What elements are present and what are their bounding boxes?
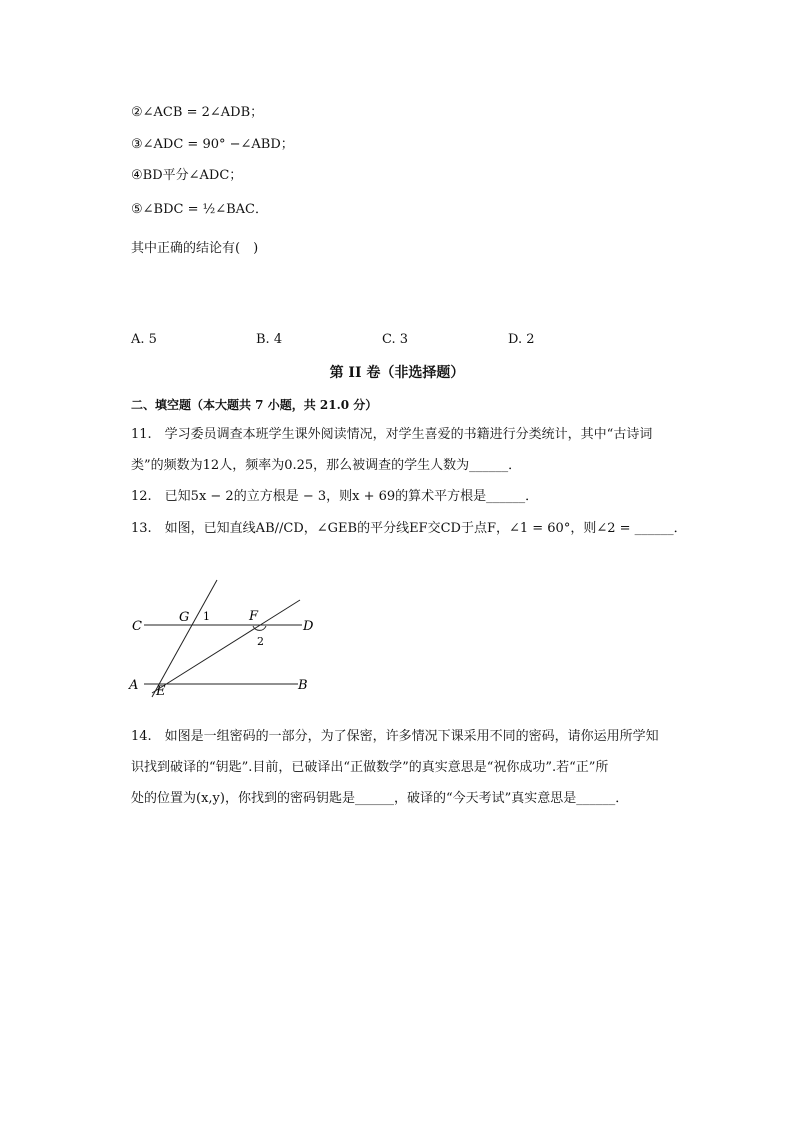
- question-11-line-2: 类”的频数为12人，频率为0.25，那么被调查的学生人数为______．: [131, 458, 522, 473]
- conclusion-4: ④BD平分∠ADC；: [131, 168, 243, 183]
- part-title: 第 II 卷（非选择题）: [329, 365, 465, 381]
- option-c: C. 3: [382, 332, 409, 347]
- label-f: F: [249, 609, 259, 624]
- label-e: E: [156, 684, 166, 699]
- label-d: D: [303, 619, 314, 634]
- label-2: 2: [257, 635, 264, 648]
- question-13: 13. 如图，已知直线AB//CD，∠GEB的平分线EF交CD于点F，∠1 = 60°，则∠2 = ______．: [131, 521, 687, 536]
- label-b: B: [298, 678, 308, 693]
- conclusion-5: ⑤∠BDC = ½∠BAC．: [131, 202, 269, 217]
- line-eg: [152, 580, 217, 697]
- option-d: D. 2: [508, 332, 535, 347]
- question-12: 12. 已知5x − 2的立方根是 − 3，则x + 69的算术平方根是______．: [131, 489, 539, 504]
- option-b: B. 4: [256, 332, 283, 347]
- label-g: G: [179, 610, 190, 625]
- line-ef: [152, 600, 300, 693]
- conclusion-2: ②∠ACB = 2∠ADB；: [131, 105, 264, 120]
- question-prompt: 其中正确的结论有( ): [131, 241, 259, 256]
- label-c: C: [132, 619, 142, 634]
- question-14-line-1: 14. 如图是一组密码的一部分，为了保密，许多情况下课采用不同的密码，请你运用所学知: [131, 729, 659, 744]
- angle-2-arc: [253, 626, 266, 630]
- section-title: 二、填空题（本大题共 7 小题，共 21.0 分）: [131, 398, 378, 412]
- option-a: A. 5: [131, 332, 157, 347]
- geometry-figure: [120, 575, 320, 705]
- label-1: 1: [203, 610, 210, 623]
- label-a: A: [129, 678, 139, 693]
- question-14-line-2: 识找到破译的“钥匙”.目前，已破译出“正做数学”的真实意思是“祝你成功”.若“正”所: [131, 760, 609, 775]
- question-11-line-1: 11. 学习委员调查本班学生课外阅读情况，对学生喜爱的书籍进行分类统计，其中“古诗词: [131, 427, 653, 442]
- conclusion-3: ③∠ADC = 90° −∠ABD；: [131, 137, 294, 152]
- question-14-line-3: 处的位置为(x,y)，你找到的密码钥匙是______，破译的“今天考试”真实意思是______．: [131, 791, 629, 806]
